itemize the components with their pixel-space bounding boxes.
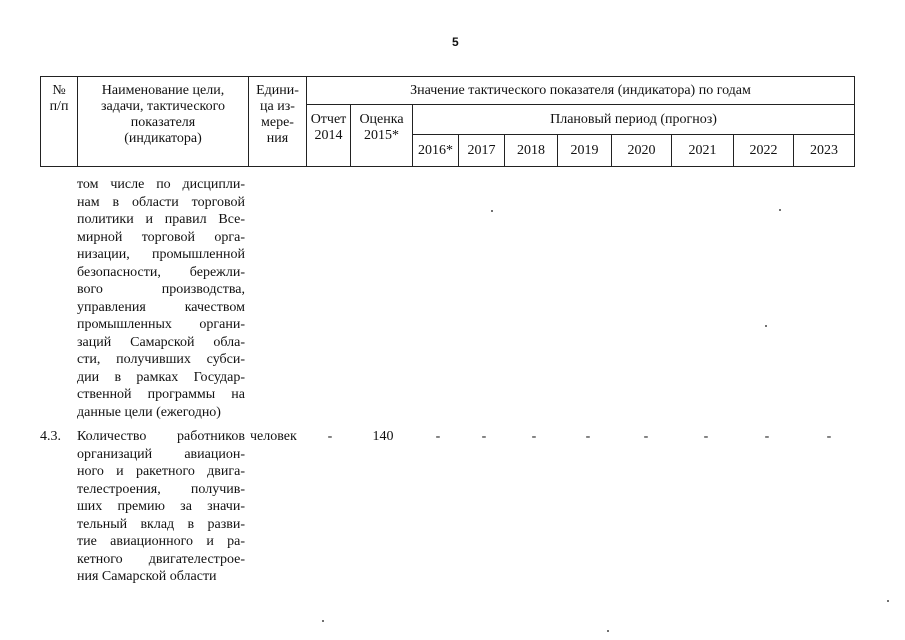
header-report-2014: Отчет 2014	[307, 105, 351, 167]
value-plan-2020: -	[643, 429, 649, 444]
scan-speck	[887, 600, 889, 602]
header-year: 2018	[505, 135, 558, 167]
value-plan-2023: -	[826, 429, 832, 444]
header-year: 2021	[672, 135, 734, 167]
scan-speck	[779, 209, 781, 211]
value-plan-2018: -	[531, 429, 537, 444]
header-plan-title: Плановый период (прогноз)	[413, 105, 855, 135]
indicator-table-header	[40, 76, 855, 167]
header-year: 2017	[459, 135, 505, 167]
header-name: Наименование цели, задачи, тактического показателя (индикатора)	[78, 77, 249, 167]
value-plan-2019: -	[585, 429, 591, 444]
header-unit: Едини- ца из- мере- ния	[249, 77, 307, 167]
header-year: 2016*	[413, 135, 459, 167]
header-number: № п/п	[41, 77, 78, 167]
indicator-description: Количество работников организаций авиацион- ного и ракетного двига- телестроения, получив- ших премию за значи- тельный вклад в разви- тие авиационного и ра- кетного двигателестрое- ния Самарской области	[77, 429, 245, 584]
header-year: 2019	[558, 135, 612, 167]
header-year: 2022	[734, 135, 794, 167]
scan-speck	[765, 325, 767, 327]
header-year: 2023	[794, 135, 855, 167]
header-values-title: Значение тактического показателя (индикатора) по годам	[307, 77, 855, 105]
continued-indicator-description: том числе по дисципли- нам в области торговой политики и правил Все- мирной торговой орга- низации, промышленной безопасности, бережли- вого производства, управления качеством промышленных органи- заций Самарской обла- сти, получивших субси- дии в рамках Государ- ственной программы на данные цели (ежегодно)	[77, 177, 245, 420]
value-plan-2021: -	[703, 429, 709, 444]
value-plan-2016: -	[435, 429, 441, 444]
value-estimate-2015: 140	[372, 429, 394, 444]
row-unit: человек	[250, 429, 297, 444]
page-number: 5	[452, 35, 459, 49]
scan-speck	[607, 630, 609, 632]
header-estimate-2015: Оценка 2015*	[351, 105, 413, 167]
value-plan-2017: -	[481, 429, 487, 444]
value-report-2014: -	[327, 429, 333, 444]
scan-speck	[491, 210, 493, 212]
value-plan-2022: -	[764, 429, 770, 444]
row-number: 4.3.	[40, 429, 61, 444]
scan-speck	[322, 620, 324, 622]
header-year: 2020	[612, 135, 672, 167]
